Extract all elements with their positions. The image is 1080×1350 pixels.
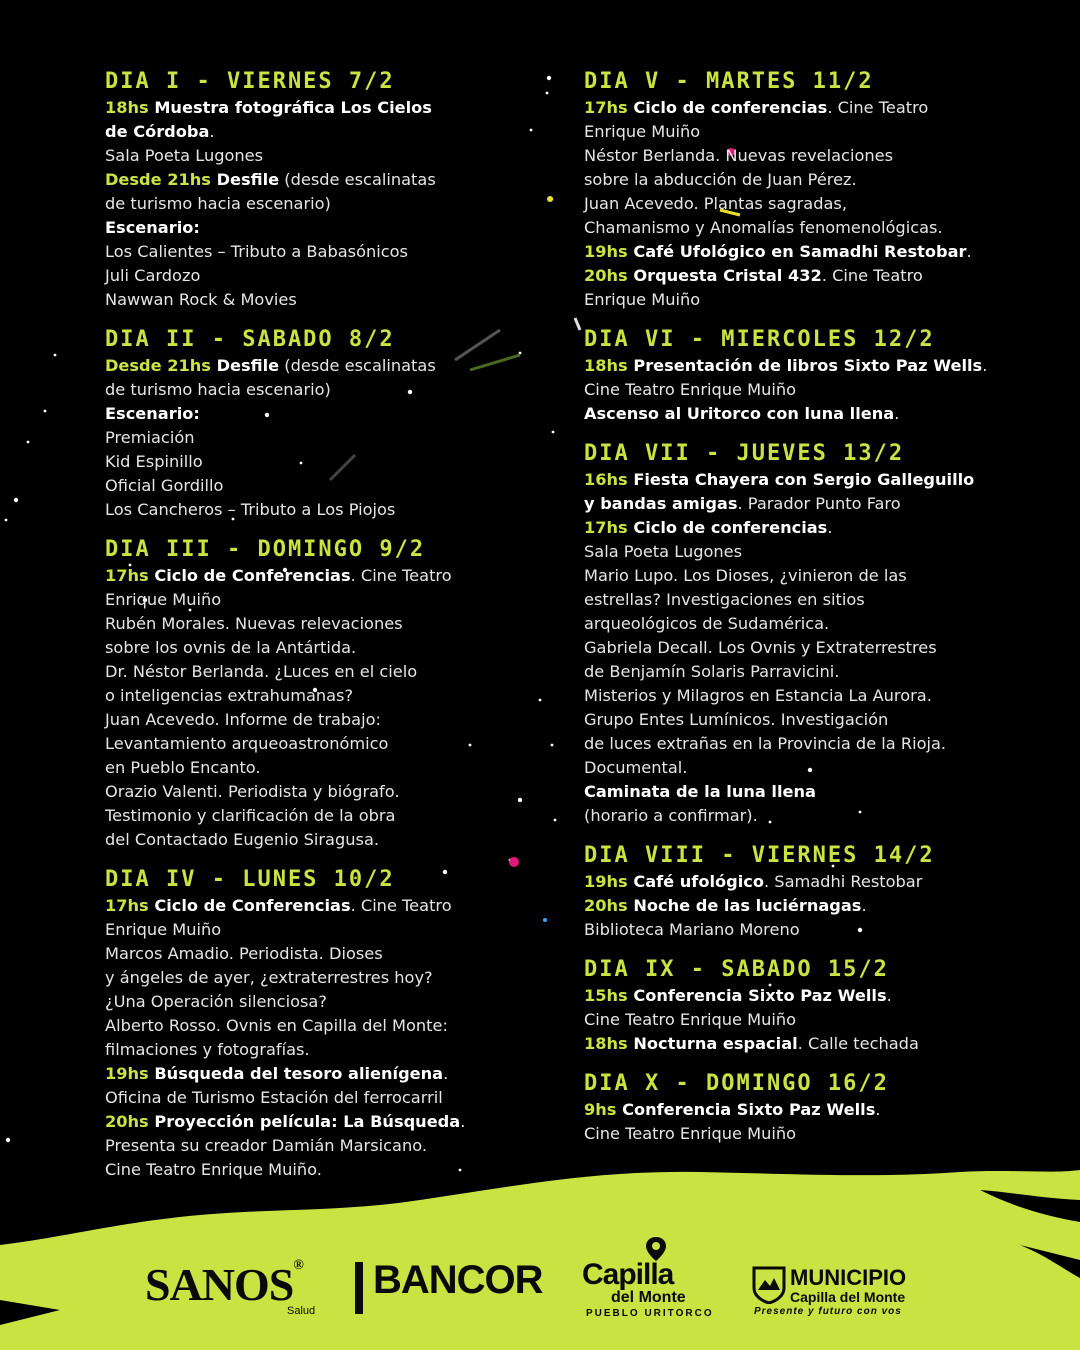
event-time: 20hs bbox=[584, 266, 634, 285]
schedule-line bbox=[105, 1062, 505, 1086]
event-detail: . bbox=[861, 896, 867, 915]
event-detail: Oficial Gordillo bbox=[105, 476, 224, 495]
event-detail: Gabriela Decall. Los Ovnis y Extraterrestres bbox=[584, 638, 937, 657]
event-name: Nocturna espacial bbox=[633, 1034, 798, 1053]
event-detail: . Cine Teatro bbox=[350, 896, 452, 915]
event-detail: . Samadhi Restobar bbox=[764, 872, 923, 891]
schedule-line bbox=[584, 708, 1004, 732]
event-detail: de Benjamín Solaris Parravicini. bbox=[584, 662, 840, 681]
schedule-line bbox=[105, 288, 505, 312]
event-time: 20hs bbox=[105, 1112, 155, 1131]
event-detail: Premiación bbox=[105, 428, 195, 447]
event-time: 19hs bbox=[105, 1064, 155, 1083]
event-detail: Cine Teatro Enrique Muiño. bbox=[105, 1160, 322, 1179]
day-title: DIA IV - LUNES 10/2 bbox=[105, 867, 395, 892]
event-name: Fiesta Chayera con Sergio Galleguillo bbox=[633, 470, 975, 489]
day-title: DIA X - DOMINGO 16/2 bbox=[584, 1071, 889, 1096]
schedule-line bbox=[584, 402, 1004, 426]
schedule-line bbox=[105, 264, 505, 288]
star bbox=[518, 798, 522, 802]
event-detail: . Calle techada bbox=[797, 1034, 919, 1053]
sanos-logo bbox=[145, 1258, 303, 1311]
schedule-line bbox=[105, 636, 505, 660]
star bbox=[530, 129, 533, 132]
bancor-bar-icon bbox=[355, 1262, 363, 1314]
event-detail: Grupo Entes Lumínicos. Investigación bbox=[584, 710, 889, 729]
schedule-line bbox=[584, 96, 1004, 120]
sanos-sub-text: Salud bbox=[287, 1305, 316, 1317]
day-block bbox=[584, 440, 1004, 828]
schedule-line bbox=[584, 492, 1004, 516]
schedule-line bbox=[584, 1008, 1004, 1032]
capilla-logo: Capilla bbox=[582, 1258, 674, 1291]
event-name: Ciclo de Conferencias bbox=[154, 566, 351, 585]
event-detail: . bbox=[460, 1112, 466, 1131]
event-detail: Orazio Valenti. Periodista y biógrafo. bbox=[105, 782, 400, 801]
schedule-line bbox=[584, 468, 1004, 492]
event-detail: en Pueblo Encanto. bbox=[105, 758, 261, 777]
event-name: Escenario: bbox=[105, 218, 200, 237]
schedule-line bbox=[584, 870, 1004, 894]
event-name: Caminata de la luna llena bbox=[584, 782, 816, 801]
event-detail: . bbox=[209, 122, 215, 141]
event-detail: Juli Cardozo bbox=[105, 266, 201, 285]
day-title: DIA VII - JUEVES 13/2 bbox=[584, 441, 905, 466]
star bbox=[14, 498, 18, 502]
event-detail: Los Calientes – Tributo a Babasónicos bbox=[105, 242, 408, 261]
municipio-logo-tagline: Presente y futuro con vos bbox=[754, 1306, 902, 1317]
event-detail: filmaciones y fotografías. bbox=[105, 1040, 310, 1059]
event-time: Desde 21hs bbox=[105, 356, 217, 375]
event-name: Desfile bbox=[216, 356, 280, 375]
schedule-line bbox=[105, 612, 505, 636]
event-detail: Juan Acevedo. Informe de trabajo: bbox=[105, 710, 381, 729]
event-detail: Chamanismo y Anomalías fenomenológicas. bbox=[584, 218, 943, 237]
schedule-line bbox=[584, 918, 1004, 942]
bancor-logo: BANCOR bbox=[373, 1258, 543, 1302]
schedule-line bbox=[584, 120, 1004, 144]
event-time: 18hs bbox=[105, 98, 155, 117]
schedule-line bbox=[584, 1122, 1004, 1146]
schedule-line bbox=[105, 660, 505, 684]
schedule-line bbox=[105, 708, 505, 732]
event-detail: Testimonio y clarificación de la obra bbox=[105, 806, 396, 825]
capilla-logo-tagline: PUEBLO URITORCO bbox=[586, 1308, 714, 1319]
event-detail: . bbox=[966, 242, 972, 261]
schedule-line bbox=[105, 1110, 505, 1134]
event-time: 17hs bbox=[105, 566, 155, 585]
schedule-line bbox=[584, 756, 1004, 780]
schedule-line bbox=[584, 354, 1004, 378]
schedule-line bbox=[584, 192, 1004, 216]
event-name: Noche de las luciérnagas bbox=[633, 896, 862, 915]
schedule-line bbox=[584, 168, 1004, 192]
day-block bbox=[584, 1070, 1004, 1146]
event-detail: Mario Lupo. Los Dioses, ¿vinieron de las bbox=[584, 566, 907, 585]
event-time: 19hs bbox=[584, 242, 634, 261]
event-name: Café ufológico bbox=[633, 872, 764, 891]
schedule-line bbox=[584, 684, 1004, 708]
event-detail: Rubén Morales. Nuevas relevaciones bbox=[105, 614, 403, 633]
schedule-line bbox=[105, 564, 505, 588]
event-name: Café Ufológico en Samadhi Restobar bbox=[633, 242, 967, 261]
day-block bbox=[105, 536, 505, 852]
schedule-line bbox=[584, 1032, 1004, 1056]
event-name: Proyección película: La Búsqueda bbox=[154, 1112, 461, 1131]
event-detail: . bbox=[982, 356, 988, 375]
event-detail: Documental. bbox=[584, 758, 688, 777]
event-detail: . bbox=[875, 1100, 881, 1119]
schedule-line bbox=[105, 942, 505, 966]
schedule-line bbox=[105, 192, 505, 216]
event-detail: Kid Espinillo bbox=[105, 452, 203, 471]
schedule-line bbox=[105, 756, 505, 780]
schedule-line bbox=[105, 426, 505, 450]
event-detail: . Parador Punto Faro bbox=[737, 494, 901, 513]
schedule-line bbox=[584, 780, 1004, 804]
event-detail: Cine Teatro Enrique Muiño bbox=[584, 1124, 797, 1143]
schedule-line bbox=[584, 240, 1004, 264]
event-detail: Sala Poeta Lugones bbox=[584, 542, 743, 561]
star bbox=[551, 744, 554, 747]
schedule-line bbox=[105, 684, 505, 708]
event-detail: Enrique Muiño bbox=[105, 920, 222, 939]
sanos-logo-text: SANOS bbox=[145, 1259, 294, 1310]
event-detail: ¿Una Operación silenciosa? bbox=[105, 992, 327, 1011]
event-detail: arqueológicos de Sudamérica. bbox=[584, 614, 830, 633]
day-block bbox=[105, 68, 505, 312]
day-title: DIA I - VIERNES 7/2 bbox=[105, 69, 395, 94]
day-title: DIA III - DOMINGO 9/2 bbox=[105, 537, 426, 562]
event-time: Desde 21hs bbox=[105, 170, 217, 189]
schedule-line bbox=[584, 540, 1004, 564]
schedule-line bbox=[584, 660, 1004, 684]
event-detail: Biblioteca Mariano Moreno bbox=[584, 920, 800, 939]
day-block bbox=[584, 956, 1004, 1056]
event-detail: sobre la abducción de Juan Pérez. bbox=[584, 170, 857, 189]
star bbox=[546, 92, 549, 95]
event-detail: Los Cancheros – Tributo a Los Piojos bbox=[105, 500, 396, 519]
day-title: DIA IX - SABADO 15/2 bbox=[584, 957, 889, 982]
event-detail: Juan Acevedo. Plantas sagradas, bbox=[584, 194, 847, 213]
event-detail: . Cine Teatro bbox=[350, 566, 452, 585]
event-detail: estrellas? Investigaciones en sitios bbox=[584, 590, 865, 609]
schedule-line bbox=[584, 216, 1004, 240]
municipio-logo: MUNICIPIO bbox=[790, 1265, 907, 1290]
schedule-line bbox=[105, 990, 505, 1014]
schedule-line bbox=[105, 144, 505, 168]
schedule-line bbox=[584, 144, 1004, 168]
event-time: 17hs bbox=[584, 518, 634, 537]
schedule-line bbox=[105, 216, 505, 240]
event-detail: . bbox=[886, 986, 892, 1005]
event-name: Ascenso al Uritorco con luna llena bbox=[584, 404, 895, 423]
event-time: 20hs bbox=[584, 896, 634, 915]
schedule-line bbox=[105, 498, 505, 522]
day-title: DIA V - MARTES 11/2 bbox=[584, 69, 874, 94]
schedule-line bbox=[584, 516, 1004, 540]
schedule-line bbox=[584, 984, 1004, 1008]
municipio-logo-sub: Capilla del Monte bbox=[790, 1289, 906, 1305]
event-detail: . Cine Teatro bbox=[821, 266, 923, 285]
event-name: Presentación de libros Sixto Paz Wells bbox=[633, 356, 983, 375]
sanos-registered-mark: ® bbox=[293, 1258, 303, 1273]
day-title: DIA VI - MIERCOLES 12/2 bbox=[584, 327, 935, 352]
colored-star bbox=[547, 196, 553, 202]
schedule-line bbox=[584, 612, 1004, 636]
schedule-right-column bbox=[584, 68, 1004, 1160]
star bbox=[5, 519, 8, 522]
schedule-line bbox=[105, 474, 505, 498]
event-time: 19hs bbox=[584, 872, 634, 891]
star bbox=[44, 410, 47, 413]
event-detail: Enrique Muiño bbox=[584, 122, 701, 141]
event-detail: (desde escalinatas bbox=[279, 356, 436, 375]
day-title: DIA VIII - VIERNES 14/2 bbox=[584, 843, 935, 868]
schedule-line bbox=[105, 402, 505, 426]
event-name: Ciclo de conferencias bbox=[633, 98, 828, 117]
event-time: 18hs bbox=[584, 356, 634, 375]
star bbox=[552, 431, 555, 434]
event-detail: . bbox=[894, 404, 900, 423]
green-hills-footer bbox=[0, 1160, 1080, 1350]
event-name: Desfile bbox=[216, 170, 280, 189]
event-detail: o inteligencias extrahumanas? bbox=[105, 686, 354, 705]
event-time: 17hs bbox=[584, 98, 634, 117]
event-time: 9hs bbox=[584, 1100, 623, 1119]
day-title: DIA II - SABADO 8/2 bbox=[105, 327, 395, 352]
event-name: Ciclo de Conferencias bbox=[154, 896, 351, 915]
event-detail: . Cine Teatro bbox=[827, 98, 929, 117]
event-detail: Cine Teatro Enrique Muiño bbox=[584, 380, 797, 399]
star bbox=[554, 819, 557, 822]
day-block bbox=[105, 866, 505, 1182]
event-detail: Marcos Amadio. Periodista. Dioses bbox=[105, 944, 383, 963]
schedule-line bbox=[105, 732, 505, 756]
schedule-line bbox=[584, 732, 1004, 756]
event-time: 16hs bbox=[584, 470, 634, 489]
event-name: Ciclo de conferencias bbox=[633, 518, 828, 537]
event-name: Muestra fotográfica Los Cielos bbox=[154, 98, 432, 117]
schedule-line bbox=[584, 288, 1004, 312]
schedule-line bbox=[584, 894, 1004, 918]
event-name: de Córdoba bbox=[105, 122, 210, 141]
schedule-line bbox=[105, 780, 505, 804]
schedule-line bbox=[105, 588, 505, 612]
event-detail: Oficina de Turismo Estación del ferrocarril bbox=[105, 1088, 443, 1107]
schedule-left-column bbox=[105, 68, 505, 1196]
event-detail: Enrique Muiño bbox=[105, 590, 222, 609]
schedule-line bbox=[105, 966, 505, 990]
star bbox=[539, 699, 542, 702]
event-detail: Enrique Muiño bbox=[584, 290, 701, 309]
day-block bbox=[105, 326, 505, 522]
schedule-line bbox=[584, 1098, 1004, 1122]
schedule-line bbox=[584, 264, 1004, 288]
event-detail: de turismo hacia escenario) bbox=[105, 194, 331, 213]
event-detail: Presenta su creador Damián Marsicano. bbox=[105, 1136, 427, 1155]
schedule-line bbox=[105, 378, 505, 402]
schedule-line bbox=[105, 1038, 505, 1062]
schedule-line bbox=[584, 564, 1004, 588]
schedule-line bbox=[105, 168, 505, 192]
schedule-line bbox=[105, 1134, 505, 1158]
event-detail: sobre los ovnis de la Antártida. bbox=[105, 638, 357, 657]
event-detail: . bbox=[827, 518, 833, 537]
schedule-line bbox=[105, 1014, 505, 1038]
schedule-line bbox=[105, 1086, 505, 1110]
schedule-line bbox=[105, 918, 505, 942]
event-detail: de turismo hacia escenario) bbox=[105, 380, 331, 399]
event-detail: Dr. Néstor Berlanda. ¿Luces en el cielo bbox=[105, 662, 418, 681]
star bbox=[6, 1138, 10, 1142]
event-detail: . bbox=[443, 1064, 449, 1083]
schedule-line bbox=[105, 96, 505, 120]
event-detail: del Contactado Eugenio Siragusa. bbox=[105, 830, 380, 849]
event-time: 17hs bbox=[105, 896, 155, 915]
event-detail: Sala Poeta Lugones bbox=[105, 146, 264, 165]
meteor-streak bbox=[575, 318, 580, 330]
schedule-line bbox=[584, 378, 1004, 402]
day-block bbox=[584, 842, 1004, 942]
event-detail: (horario a confirmar). bbox=[584, 806, 758, 825]
day-block bbox=[584, 68, 1004, 312]
event-time: 18hs bbox=[584, 1034, 634, 1053]
schedule-line bbox=[105, 804, 505, 828]
schedule-line bbox=[105, 120, 505, 144]
event-detail: Levantamiento arqueoastronómico bbox=[105, 734, 389, 753]
event-name: Escenario: bbox=[105, 404, 200, 423]
event-detail: Cine Teatro Enrique Muiño bbox=[584, 1010, 797, 1029]
colored-star bbox=[543, 918, 547, 922]
schedule-line bbox=[584, 588, 1004, 612]
event-detail: de luces extrañas en la Provincia de la Rioja. bbox=[584, 734, 947, 753]
star bbox=[54, 354, 57, 357]
schedule-line bbox=[584, 636, 1004, 660]
event-detail: (desde escalinatas bbox=[279, 170, 436, 189]
colored-star bbox=[509, 857, 519, 867]
event-name: Conferencia Sixto Paz Wells bbox=[622, 1100, 876, 1119]
schedule-line bbox=[105, 828, 505, 852]
event-detail: Néstor Berlanda. Nuevas revelaciones bbox=[584, 146, 894, 165]
event-name: Búsqueda del tesoro alienígena bbox=[154, 1064, 444, 1083]
event-name: Orquesta Cristal 432 bbox=[633, 266, 822, 285]
event-name: y bandas amigas bbox=[584, 494, 738, 513]
event-time: 15hs bbox=[584, 986, 634, 1005]
event-detail: Misterios y Milagros en Estancia La Aurora. bbox=[584, 686, 932, 705]
schedule-line bbox=[584, 804, 1004, 828]
day-block bbox=[584, 326, 1004, 426]
event-detail: Alberto Rosso. Ovnis en Capilla del Monte: bbox=[105, 1016, 448, 1035]
star bbox=[27, 441, 30, 444]
schedule-line bbox=[105, 240, 505, 264]
event-detail: Nawwan Rock & Movies bbox=[105, 290, 297, 309]
event-detail: y ángeles de ayer, ¿extraterrestres hoy? bbox=[105, 968, 433, 987]
schedule-line bbox=[105, 894, 505, 918]
capilla-logo-sub: del Monte bbox=[611, 1289, 686, 1306]
event-name: Conferencia Sixto Paz Wells bbox=[633, 986, 887, 1005]
municipio-shield-icon bbox=[752, 1266, 786, 1304]
schedule-line bbox=[105, 450, 505, 474]
schedule-line bbox=[105, 354, 505, 378]
star bbox=[547, 76, 551, 80]
